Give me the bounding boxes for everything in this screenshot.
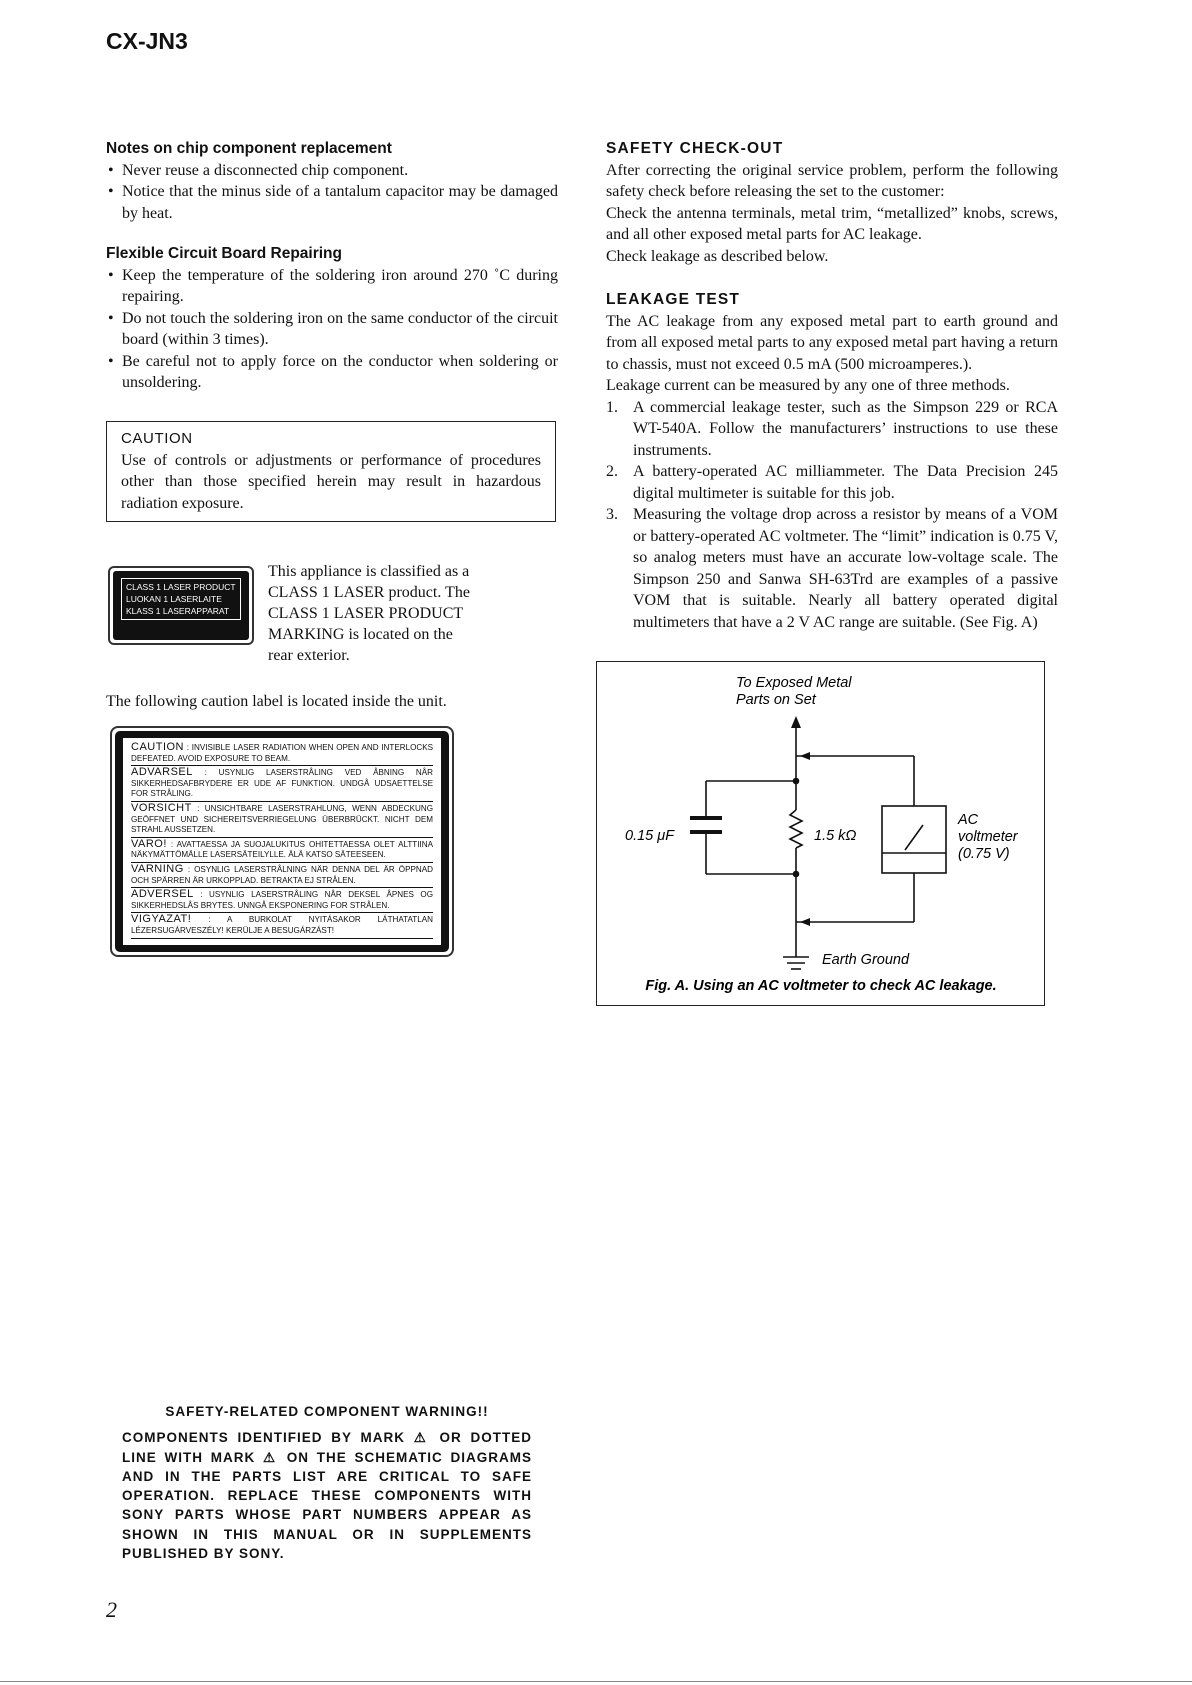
caution-label-key: VIGYAZAT! [131,913,192,926]
class1-description: This appliance is classified as a CLASS 1 LASER product. The CLASS 1 LASER PRODUCT MARKING is located on the rear exterior. [268,563,470,664]
caution-title: CAUTION [121,430,193,447]
caution-label-entry [131,889,433,913]
capacitor-value: 0.15 μF [625,828,675,844]
safety-para: Check leakage as described below. [606,247,829,265]
left-column [106,138,558,394]
caution-label-text: : UNSICHTBARE LASERSTRAHLUNG, WENN ABDECKUNG GEÖFFNET UND SICHEREITSVERRIEGELUNG ÜBERBRÜCKT. NICHT DEM STRAHL AUSSETZEN. [131,803,433,835]
caution-label-text: : USYNLIG LASERSTRÅLING VED ÅBNING NÅR SIKKERHEDSAFBRYDERE ER UDE AF FUNKTION. UNDGÅ UDSAETTELSE FOR STRÅLING. [131,768,433,799]
safety-title: SAFETY CHECK-OUT [606,140,784,157]
caution-label-entry [131,767,433,802]
caution-label-entry [131,864,433,888]
meter-label-2: voltmeter [958,829,1018,845]
caution-text: Use of controls or adjustments or performance of procedures other than those specified herein may result in hazardous radiation exposure. [121,451,541,512]
flex-list [106,265,558,394]
caution-label-entry [131,803,433,838]
following-caution-note: The following caution label is located inside the unit. [106,693,447,710]
safety-para: After correcting the original service problem, perform the following safety check before releasing the set to the customer: [606,161,1058,200]
laser-label-line: KLASS 1 LASERAPPARAT [126,606,230,616]
safety-para: Check the antenna terminals, metal trim, “metallized” knobs, screws, and all other exposed metal parts for AC leakage. [606,204,1058,243]
caution-box [106,421,556,522]
caution-label-text: : USYNLIG LASERSTRÅLING NÅR DEKSEL ÅPNES OG SIKKERHEDSLÅS BRYTES. UNNGÅ EKSPONERING FOR STRÅLEN. [131,890,434,910]
chip-title: Notes on chip component replacement [106,140,392,157]
meter-label-3: (0.75 V) [958,846,1010,862]
capacitor-plate [690,816,722,820]
figure-caption: Fig. A. Using an AC voltmeter to check AC leakage. [645,978,997,994]
caution-label-text: : AVATTAESSA JA SUOJALUKITUS OHITETTAESSA OLET ALTTIINA NÄKYMÄTTÖMÄLLE LASERSÄTEILYLLE. ÄLÄ KATSO SÄTEESEEN. [131,839,433,860]
list-item: 3. Measuring the voltage drop across a resistor by means of a VOM or battery-operated AC voltmeter. The “limit” indication is 0.75 V, so analog meters must have an accurate low-voltage scale. The Simpson 250 and Sanwa SH-63Trd are examples of a passive VOM that is suitable. Nearly all battery operated digital multimeters that have a 2 V AC range are suitable. (See Fig. A) [606,506,1058,631]
figure-a [596,661,1045,1006]
chip-list [106,160,558,225]
warning-title: SAFETY-RELATED COMPONENT WARNING!! [165,1404,489,1419]
ground-label: Earth Ground [822,952,910,968]
list-item: 1. A commercial leakage tester, such as the Simpson 229 or RCA WT-540A. Follow the manufacturers’ instructions to use these instruments. [606,398,1058,459]
class1-laser-label [108,566,254,645]
footer-rule [0,1681,1192,1682]
list-item: 2. A battery-operated AC milliammeter. The Data Precision 245 digital multimeter is suitable for this job. [606,463,1058,502]
capacitor-plate [690,830,722,834]
laser-caution-label [110,726,454,957]
list-item: • Keep the temperature of the soldering iron around 270 ˚C during repairing. [106,265,558,308]
caution-label-key: VARNING [131,862,184,875]
caution-label-key: VARO! [131,837,167,850]
caution-label-key: ADVERSEL [131,888,194,901]
caution-label-entry [131,914,433,938]
list-item: • Notice that the minus side of a tantalum capacitor may be damaged by heat. [106,181,558,224]
list-item: • Never reuse a disconnected chip component. [106,160,558,182]
caution-label-text: : A BURKOLAT NYITÁSAKOR LÁTHATATLAN LÉZERSUGÁRVESZÉLY! KERÜLJE A BESUGÁRZÁST! [131,915,434,935]
leakage-circuit-diagram [597,662,1046,1007]
right-column [606,138,1058,633]
list-item: • Do not touch the soldering iron on the same conductor of the circuit board (within 3 times). [106,308,558,351]
caution-label-entry [131,839,433,863]
warning-body: COMPONENTS IDENTIFIED BY MARK ⚠ OR DOTTED LINE WITH MARK ⚠ ON THE SCHEMATIC DIAGRAMS AND IN THE PARTS LIST ARE CRITICAL TO SAFE OPERATION. REPLACE THESE COMPONENTS WITH SONY PARTS WHOSE PART NUMBERS APPEAR AS SHOWN IN THIS MANUAL OR IN SUPPLEMENTS PUBLISHED BY SONY. [122,1430,532,1562]
leakage-title: LEAKAGE TEST [606,291,741,308]
top-label-line-2: Parts on Set [736,692,816,708]
list-item: • Be careful not to apply force on the conductor when soldering or unsoldering. [106,351,558,394]
laser-label-line: CLASS 1 LASER PRODUCT [126,582,236,592]
leakage-para: The AC leakage from any exposed metal part to earth ground and from all exposed metal parts to any exposed metal part having a return to chassis, must not exceed 0.5 mA (500 microamperes.). [606,312,1058,373]
caution-label-key: VORSICHT [131,801,192,814]
meter-label-1: AC [958,812,979,828]
top-label-line-1: To Exposed Metal [736,675,852,691]
flex-title: Flexible Circuit Board Repairing [106,245,342,262]
leakage-para: Leakage current can be measured by any one of three methods. [606,377,1010,394]
page-number: 2 [106,1597,117,1622]
caution-label-text: : INVISIBLE LASER RADIATION WHEN OPEN AND INTERLOCKS DEFEATED. AVOID EXPOSURE TO BEAM. [131,743,434,763]
leakage-methods [606,397,1058,634]
caution-label-key: CAUTION [131,741,184,753]
safety-warning [122,1402,532,1563]
caution-label-entry [131,742,433,766]
caution-label-key: ADVARSEL [131,766,193,779]
model-title: CX-JN3 [106,28,188,54]
caution-label-text: : OSYNLIG LASERSTRÅLNING NÄR DENNA DEL ÄR ÖPPNAD OCH SPÄRREN ÄR URKOPPLAD. BETRAKTA EJ STRÅLEN. [131,864,433,885]
resistor-value: 1.5 kΩ [814,828,857,844]
laser-label-line: LUOKAN 1 LASERLAITE [126,594,222,604]
